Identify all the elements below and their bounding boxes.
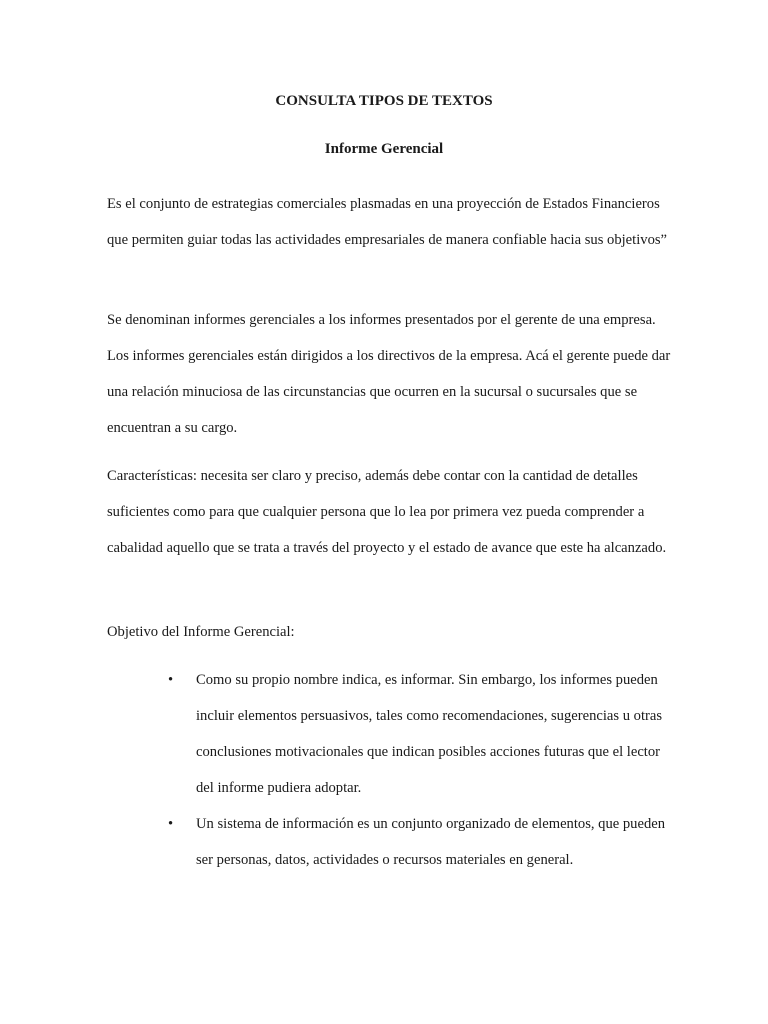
bullet-text: Un sistema de información es un conjunto organizado de elementos, que pueden ser personas, datos, actividades o recursos materiales en general. [196,816,666,868]
document-subtitle: Informe Gerencial [324,141,444,157]
bullet-icon: • [168,672,174,688]
list-item [168,662,668,806]
bullet-text: Como su propio nombre indica, es informar. Sin embargo, los informes pueden incluir elementos persuasivos, tales como recomendaciones, sugerencias u otras conclusiones motivacionales que indican posibles acciones futuras que el lector del informe pudiera adoptar. [196,672,663,796]
paragraph-objective-heading: Objetivo del Informe Gerencial: [107,624,295,640]
paragraph-characteristics: Características: necesita ser claro y preciso, además debe contar con la cantidad de detalles suficientes como para que cualquier persona que lo lea por primera vez pueda comprender a cabalidad aquello que se trata a través del proyecto y el estado de avance que este ha alcanzado. [107,468,667,556]
paragraph-description: Se denominan informes gerenciales a los informes presentados por el gerente de una empresa. Los informes gerenciales están dirigidos a los directivos de la empresa. Acá el gerente puede dar una relación minuciosa de las circunstancias que ocurren en la sucursal o sucursales que se encuentran a su cargo. [107,312,671,436]
paragraph-definition: Es el conjunto de estrategias comerciales plasmadas en una proyección de Estados Financieros que permiten guiar todas las actividades empresariales de manera confiable hacia sus objetivos” [107,196,668,248]
document-title: CONSULTA TIPOS DE TEXTOS [275,93,493,109]
bullet-icon: • [168,816,174,832]
objective-bullet-list [168,662,668,878]
list-item [168,806,668,878]
